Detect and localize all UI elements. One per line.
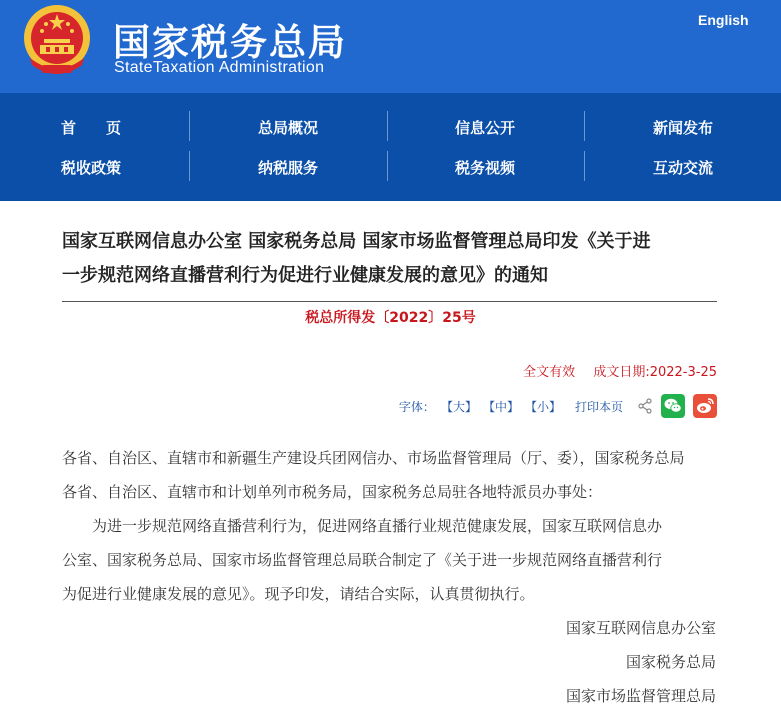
article-tools [399, 393, 717, 419]
nav-divider [189, 151, 190, 181]
nav-item-interaction[interactable]: 互动交流 [653, 159, 714, 177]
nav-item-info-disclosure[interactable]: 信息公开 [455, 119, 516, 137]
wechat-share-icon[interactable] [661, 394, 685, 418]
validity-status: 全文有效 [523, 365, 576, 380]
body-paragraph-line: 为促进行业健康发展的意见》。现予印发，请结合实际，认真贯彻执行。 [62, 585, 535, 603]
nav-item-tax-video[interactable]: 税务视频 [455, 159, 516, 177]
signature-cac: 国家互联网信息办公室 [565, 619, 716, 637]
font-large-button[interactable]: 【大】 [440, 399, 477, 414]
recipients-line: 各省、自治区、直辖市和新疆生产建设兵团网信办、市场监督管理局（厅、委），国家税务总局 [62, 449, 685, 467]
body-paragraph-line: 为进一步规范网络直播营利行为，促进网络直播行业规范健康发展，国家互联网信息办 [92, 517, 663, 535]
main-nav [0, 93, 781, 201]
nav-item-overview[interactable]: 总局概况 [258, 119, 319, 137]
print-button[interactable]: 打印本页 [574, 399, 623, 414]
article-title [62, 225, 722, 293]
english-link[interactable]: English [698, 12, 749, 28]
site-header [0, 0, 781, 93]
issue-date: 成文日期:2022-3-25 [593, 365, 717, 380]
title-divider [62, 301, 717, 302]
font-medium-button[interactable]: 【中】 [482, 399, 519, 414]
signature-sta: 国家税务总局 [625, 653, 716, 671]
article-meta [509, 361, 717, 380]
nav-item-home[interactable]: 首 页 [61, 119, 122, 137]
body-paragraph-line: 公室、国家税务总局、国家市场监督管理总局联合制定了《关于进一步规范网络直播营利行 [62, 551, 663, 569]
font-size-label: 字体： [398, 399, 435, 414]
site-name-en: StateTaxation Administration [114, 59, 325, 76]
site-name-cn[interactable]: 国家税务总局 [113, 21, 347, 64]
recipients-line: 各省、自治区、直辖市和计划单列市税务局，国家税务总局驻各地特派员办事处： [62, 483, 603, 501]
nav-divider [189, 111, 190, 141]
nav-item-tax-policy[interactable]: 税收政策 [61, 159, 122, 177]
nav-divider [584, 151, 585, 181]
nav-item-news[interactable]: 新闻发布 [653, 119, 714, 137]
title-line: 国家互联网信息办公室 国家税务总局 国家市场监督管理总局印发《关于进 [62, 231, 651, 252]
nav-item-taxpayer-service[interactable]: 纳税服务 [258, 159, 319, 177]
national-emblem-icon[interactable] [22, 3, 92, 77]
nav-divider [387, 151, 388, 181]
signature-samr: 国家市场监督管理总局 [565, 687, 716, 705]
title-line: 一步规范网络直播营利行为促进行业健康发展的意见》的通知 [62, 265, 548, 286]
font-small-button[interactable]: 【小】 [524, 399, 561, 414]
nav-divider [584, 111, 585, 141]
article-body [62, 441, 722, 713]
document-number: 税总所得发〔2022〕25号 [305, 310, 476, 326]
nav-divider [387, 111, 388, 141]
weibo-share-icon[interactable] [693, 394, 717, 418]
share-icon[interactable] [637, 398, 653, 414]
